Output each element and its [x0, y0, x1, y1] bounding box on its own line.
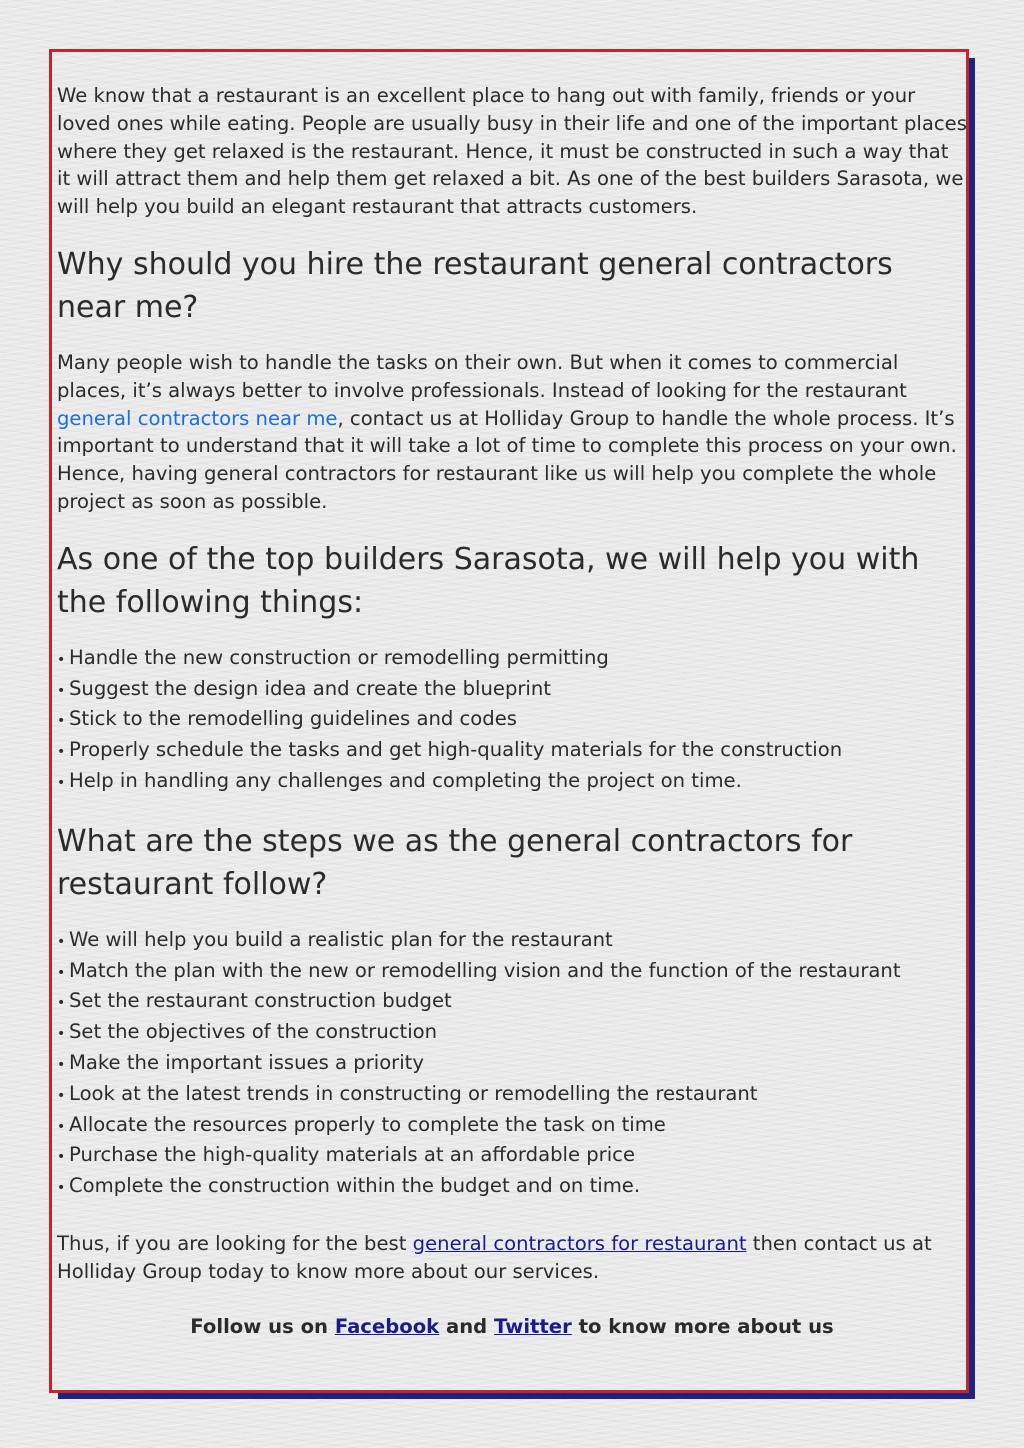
list-item-text: Help in handling any challenges and completing the project on time.	[69, 768, 742, 792]
list-item	[57, 767, 967, 798]
list-item-text: Set the restaurant construction budget	[69, 989, 452, 1013]
list-item-text: Allocate the resources properly to complete the task on time	[69, 1112, 666, 1136]
list-item-text: Purchase the high-quality materials at an affordable price	[69, 1143, 635, 1167]
list-item	[57, 675, 967, 706]
general-contractors-for-restaurant-link[interactable]: general contractors for restaurant	[412, 1231, 747, 1255]
follow-us-line	[57, 1313, 967, 1341]
facebook-link[interactable]: Facebook	[334, 1314, 440, 1338]
list-item	[57, 1172, 967, 1203]
bullet-icon: •	[57, 713, 66, 730]
list-item	[57, 1018, 967, 1049]
list-item-text: Complete the construction within the budget and on time.	[69, 1174, 641, 1198]
twitter-link[interactable]: Twitter	[494, 1314, 572, 1338]
services-list	[57, 644, 967, 798]
list-item-text: Suggest the design idea and create the blueprint	[69, 676, 551, 700]
list-item-text: Stick to the remodelling guidelines and codes	[69, 707, 517, 731]
list-item-text: Make the important issues a priority	[69, 1050, 424, 1074]
follow-middle: and	[439, 1314, 495, 1338]
bullet-icon: •	[57, 1056, 66, 1073]
list-item	[57, 1111, 967, 1142]
general-contractors-near-me-link[interactable]: general contractors near me	[57, 406, 338, 430]
list-item	[57, 705, 967, 736]
list-item-text: We will help you build a realistic plan for the restaurant	[69, 927, 613, 951]
bullet-icon: •	[57, 774, 66, 791]
document-content	[57, 82, 967, 1340]
list-item-text: Handle the new construction or remodelling permitting	[69, 645, 609, 669]
bullet-icon: •	[57, 651, 66, 668]
closing-text-end: then contact us at Holliday Group today to know more about our services.	[57, 1231, 932, 1283]
bullet-icon: •	[57, 933, 66, 950]
closing-text-start: Thus, if you are looking for the best	[57, 1231, 413, 1255]
bullet-icon: •	[57, 1180, 66, 1197]
list-item	[57, 926, 967, 957]
follow-suffix: to know more about us	[571, 1314, 834, 1338]
list-item	[57, 1141, 967, 1172]
bullet-icon: •	[57, 682, 66, 699]
list-item	[57, 1049, 967, 1080]
section-heading-why-hire: Why should you hire the restaurant general contractors near me?	[57, 246, 893, 325]
why-hire-paragraph	[57, 349, 967, 516]
list-item-text: Properly schedule the tasks and get high-quality materials for the construction	[69, 738, 843, 762]
follow-prefix: Follow us on	[190, 1314, 335, 1338]
why-hire-text-end: , contact us at Holliday Group to handle the whole process. It’s important to understand that it will take a lot of time to complete this process on your own. Hence, having general contractors for restaurant like us will help you complete the whole project as soon as possible.	[57, 406, 957, 513]
list-item-text: Look at the latest trends in constructing or remodelling the restaurant	[69, 1081, 758, 1105]
document-page	[49, 49, 969, 1393]
list-item-text: Set the objectives of the construction	[69, 1020, 438, 1044]
section-heading-steps: What are the steps we as the general contractors for restaurant follow?	[57, 823, 853, 902]
list-item	[57, 1080, 967, 1111]
bullet-icon: •	[57, 1087, 66, 1104]
steps-list	[57, 926, 967, 1203]
closing-paragraph	[57, 1230, 967, 1286]
list-item	[57, 957, 967, 988]
bullet-icon: •	[57, 995, 66, 1012]
bullet-icon: •	[57, 1118, 66, 1135]
intro-paragraph: We know that a restaurant is an excellent place to hang out with family, friends or your loved ones while eating. People are usually busy in their life and one of the important places where they get relaxed is the restaurant. Hence, it must be constructed in such a way that it will attract them and help them get relaxed a bit. As one of the best builders Sarasota, we will help you build an elegant restaurant that attracts customers.	[57, 84, 967, 219]
bullet-icon: •	[57, 964, 66, 981]
bullet-icon: •	[57, 1149, 66, 1166]
bullet-icon: •	[57, 1026, 66, 1043]
list-item	[57, 644, 967, 675]
list-item-text: Match the plan with the new or remodelling vision and the function of the restaurant	[69, 958, 901, 982]
why-hire-text-start: Many people wish to handle the tasks on their own. But when it comes to commercial places, it’s always better to involve professionals. Instead of looking for the restaurant	[57, 350, 907, 402]
bullet-icon: •	[57, 744, 66, 761]
list-item	[57, 987, 967, 1018]
list-item	[57, 736, 967, 767]
section-heading-help-with: As one of the top builders Sarasota, we will help you with the following things:	[57, 541, 920, 620]
